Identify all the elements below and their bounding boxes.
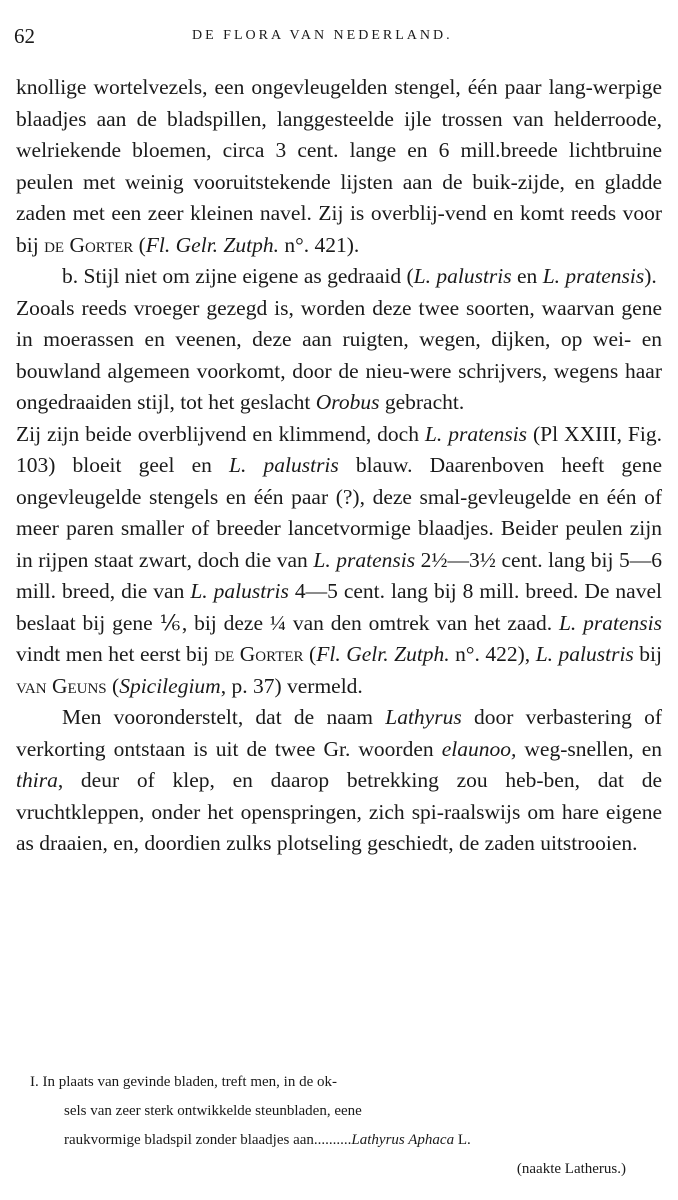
paragraph-1: knollige wortelvezels, een ongevleugelden stengel, één paar lang-werpige blaadjes aan de bladspillen, langgesteelde ijle trossen van helderroode, welriekende bloemen, circa 3 cent. lange en 6 mill.breede lichtbruine peulen met weinig vooruitstekende lijsten aan de buik-zijde, en gladde zaden met een zeer kleinen navel. Zij is overblij-vend en komt reeds voor bij de Gorter (Fl. Gelr. Zutph. n°. 421).	[16, 75, 662, 257]
species-name: L. palustris	[229, 453, 339, 477]
page-number: 62	[14, 24, 35, 48]
reference-title: Fl. Gelr. Zutph.	[145, 232, 279, 257]
genus-name: Lathyrus	[385, 705, 462, 729]
footnote-line: (naakte Latherus.)	[516, 1161, 626, 1177]
footnote-line: I. In plaats van gevinde bladen, treft men, in de ok-	[30, 1074, 337, 1090]
paragraph-4: Zij zijn beide overblijvend en klimmend, doch L. pratensis (Pl XXIII, Fig. 103) bloeit geel en L. palustris blauw. Daarenboven heeft gene ongevleugelde stengels en één paar (?), deze smal-gevleugelde en één of meer paren smaller of breeder lancetvormige blaadjes. Beider peulen zijn in rijpen staat zwart, doch die van L. pratensis 2½—3½ cent. lang bij 5—6 mill. breed, die van L. palustris 4—5 cent. lang bij 8 mill. breed. De navel beslaat bij gene ⅙, bij deze ¼ van den omtrek van het zaad. L. pratensis vindt men het eerst bij de Gorter (Fl. Gelr. Zutph. n°. 422), L. palustris bij van Geuns (Spicilegium, p. 37) vermeld.	[16, 421, 663, 698]
species-name: L. pratensis	[558, 610, 662, 635]
footnote-line: raukvormige bladspil zonder blaadjes aan..........Lathyrus Aphaca L.	[64, 1132, 471, 1148]
author-name: de Gorter	[214, 642, 304, 666]
species-name: L. pratensis	[424, 421, 528, 446]
paragraph-5: Men vooronderstelt, dat de naam Lathyrus door verbastering of verkorting ontstaan is uit de twee Gr. woorden elaunoo, weg-snellen, en thira, deur of klep, en daarop betrekking zou heb-ben, dat de vruchtkleppen, onder het openspringen, zich spi-raalswijs om hare eigene as draaien, en, doordien zulks plotseling geschiedt, de zaden uitstrooien.	[16, 705, 663, 855]
species-name: Lathyrus Aphaca	[351, 1132, 455, 1148]
genus-name: Orobus	[315, 390, 380, 414]
species-name: L. palustris	[535, 642, 634, 666]
footnote	[30, 1068, 642, 1184]
author-name: van Geuns	[16, 673, 107, 698]
greek-word: elaunoo,	[441, 736, 517, 761]
species-name: L. pratensis	[542, 264, 645, 288]
reference-title: Spicilegium	[119, 673, 221, 698]
footnote-line: sels van zeer sterk ontwikkelde steunbladen, eene	[64, 1103, 362, 1119]
species-name: L. palustris	[413, 264, 512, 288]
species-name: L. palustris	[190, 579, 289, 603]
body-text	[16, 72, 662, 860]
page-header	[14, 24, 664, 50]
author-name: de Gorter	[44, 232, 134, 257]
running-title: DE FLORA VAN NEDERLAND.	[192, 28, 453, 43]
paragraph-3: Zooals reeds vroeger gezegd is, worden deze twee soorten, waarvan gene in moerassen en veenen, deze aan ruigten, wegen, dijken, op wei- en bouwland algemeen voorkomt, door de nieu-were schrijvers, wegens haar ongedraaiden stijl, tot het geslacht Orobus gebracht.	[16, 295, 662, 414]
paragraph-2: b. Stijl niet om zijne eigene as gedraaid (L. palustris en L. pratensis).	[62, 264, 657, 288]
species-name: L. pratensis	[313, 547, 416, 572]
reference-title: Fl. Gelr. Zutph.	[316, 642, 450, 666]
greek-word: thira	[16, 768, 58, 792]
